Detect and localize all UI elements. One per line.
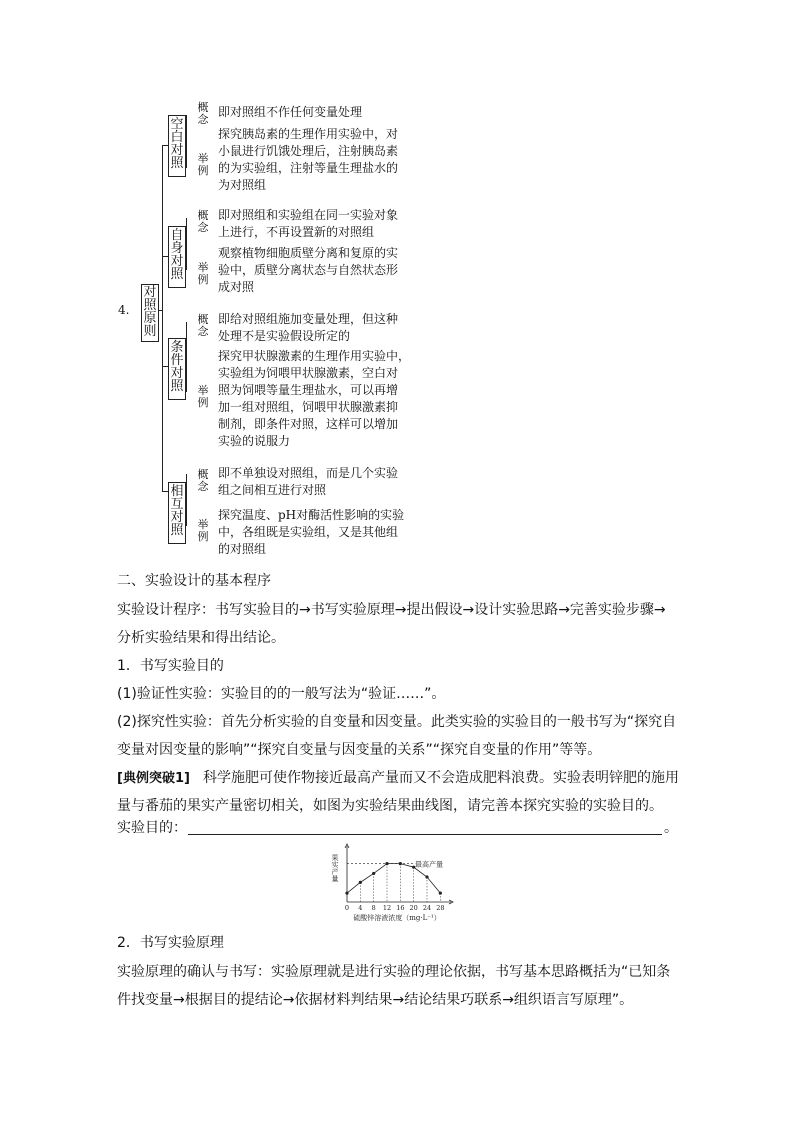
subsection-title: 2．书写实验原理	[117, 935, 224, 951]
example-text: 探究甲状腺激素的生理作用实验中， 实验组为饲喂甲状腺激素，空白对 照为饲喂等量生理盐水，可以再增 加一组对照组，饲喂甲状腺激素抑 制剂，即条件对照，这样可以增加 实验的说服力	[218, 349, 411, 448]
x-tick-label: 8	[371, 904, 376, 912]
data-point	[359, 881, 362, 884]
example-label: 举例	[197, 518, 209, 543]
x-tick-label: 12	[382, 904, 392, 912]
concept-label: 概念	[197, 209, 209, 234]
data-point	[425, 875, 428, 878]
sub-bracket-3	[186, 322, 187, 392]
kind-box-blank-control: 空白对照	[168, 115, 186, 177]
procedure-line-1: 实验设计程序：书写实验目的→书写实验原理→提出假设→设计实验思路→完善实验步骤→	[117, 602, 666, 618]
sub-bracket-2	[186, 218, 187, 270]
sub-bracket-1	[186, 115, 187, 168]
example-label: 举例	[197, 261, 209, 286]
example-text: 探究温度、pH对酶活性影响的实验 中，各组既是实验组，又是其他组 的对照组	[218, 508, 405, 556]
kind-box-conditional-control: 条件对照	[168, 338, 186, 400]
x-tick-label: 0	[344, 904, 350, 912]
item-number: 4.	[118, 303, 130, 317]
example-tag: [典例突破1]	[117, 771, 190, 786]
example-label: 举例	[197, 384, 209, 409]
answer-blank-line[interactable]	[188, 834, 662, 835]
x-tick-label: 4	[358, 904, 363, 912]
concept-label: 概念	[197, 101, 209, 126]
example-text: 量与番茄的果实产量密切相关，如图为实验结果曲线图，请完善本探究实验的实验目的。	[117, 798, 663, 814]
section-title: 二、实验设计的基本程序	[117, 573, 271, 589]
kind-box-mutual-control: 相互对照	[168, 482, 186, 544]
x-tick-label: 28	[436, 904, 445, 912]
kind-box-self-control: 自身对照	[168, 226, 186, 288]
x-tick-label: 20	[409, 904, 418, 912]
data-point	[345, 891, 348, 894]
procedure-line-2: 分析实验结果和得出结论。	[117, 630, 285, 646]
example-text: 科学施肥可使作物接近最高产量而又不会造成肥料浪费。实验表明锌肥的施用	[203, 770, 679, 786]
example-label: 举例	[197, 152, 209, 177]
paragraph: (2)探究性实验：首先分析实验的自变量和因变量。此类实验的实验目的一般书写为“探究自	[117, 714, 677, 730]
concept-label: 概念	[197, 313, 209, 338]
example-text: 观察植物细胞质壁分离和复原的实 验中，质壁分离状态与自然状态形 成对照	[218, 246, 399, 294]
data-point	[385, 862, 388, 865]
tree-trunk-line	[162, 145, 163, 491]
data-point	[372, 872, 375, 875]
root-box: 对照原则	[141, 284, 159, 342]
example-text: 探究胰岛素的生理作用实验中，对 小鼠进行饥饿处理后，注射胰岛素 的为实验组，注射等量生理盐水的 为对照组	[218, 127, 399, 192]
concept-text: 即对照组不作任何变量处理	[218, 105, 363, 119]
subsection-title: 1．书写实验目的	[117, 658, 224, 674]
concept-text: 即对照组和实验组在同一实验对象 上进行，不再设置新的对照组	[218, 208, 399, 239]
x-tick-label: 16	[396, 904, 405, 912]
max-yield-annotation: 最高产量	[415, 860, 443, 869]
x-tick-label: 24	[422, 904, 432, 912]
paragraph: 实验原理的确认与书写：实验原理就是进行实验的理论依据，书写基本思路概括为“已知条	[117, 964, 671, 980]
concept-label: 概念	[197, 468, 209, 493]
sub-bracket-4	[186, 474, 187, 526]
paragraph: (1)验证性实验：实验目的的一般写法为“验证……”。	[117, 686, 446, 702]
data-point	[399, 862, 402, 865]
x-axis-label: 硫酸锌溶液浓度（mg·L⁻¹）	[353, 914, 441, 922]
yield-line-chart	[325, 840, 465, 922]
answer-end: 。	[664, 820, 678, 836]
paragraph: 变量对因变量的影响”“探究自变量与因变量的关系”“探究自变量的作用”等等。	[117, 742, 602, 758]
concept-text: 即给对照组施加变量处理，但这种 处理不是实验假设所定的	[218, 312, 399, 343]
answer-label: 实验目的：	[117, 820, 187, 836]
concept-text: 即不单独设对照组，而是几个实验 组之间相互进行对照	[218, 466, 399, 497]
data-point	[439, 891, 442, 894]
paragraph: 件找变量→根据目的提结论→依据材料判结果→结论结果巧联系→组织语言写原理”。	[117, 992, 634, 1008]
data-point	[412, 866, 415, 869]
y-axis-label: 果实产量	[331, 854, 339, 882]
